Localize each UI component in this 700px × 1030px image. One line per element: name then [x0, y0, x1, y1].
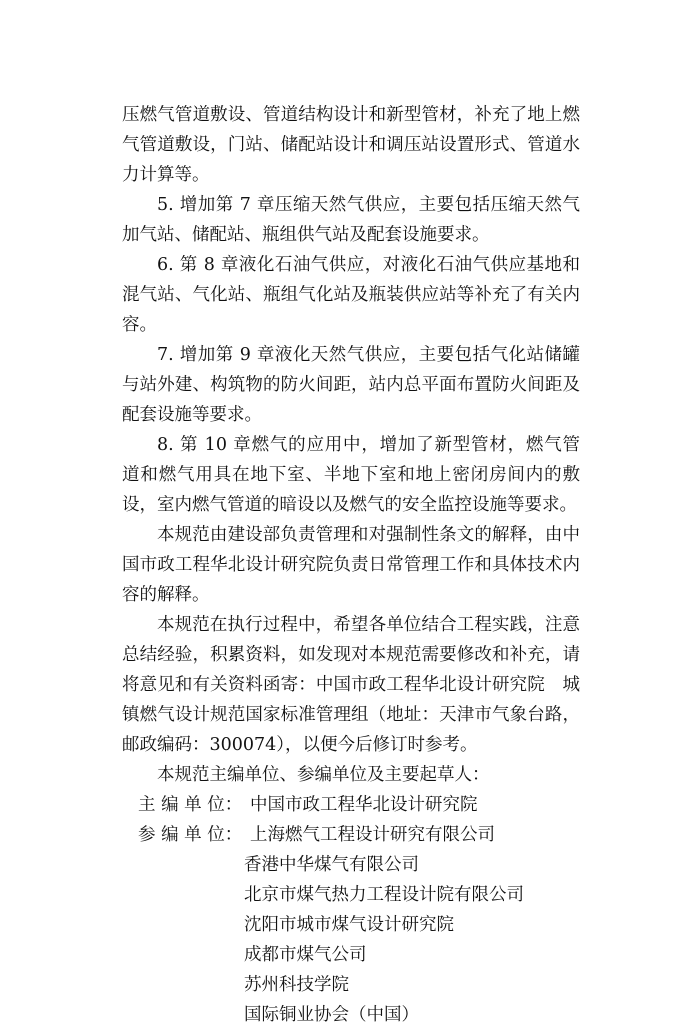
paragraph-item-8: 8. 第 10 章燃气的应用中，增加了新型管材，燃气管道和燃气用具在地下室、半地下室和地上密闭房间内的敷设，室内燃气管道的暗设以及燃气的安全监控设施等要求。 [122, 435, 580, 515]
paragraph-pipeline-design: 压燃气管道敷设、管道结构设计和新型管材，补充了地上燃气管道敷设，门站、储配站设计和调压站设置形式、管道水力计算等。 [122, 105, 580, 185]
participating-unit-name: 苏州科技学院 [244, 975, 349, 995]
participating-unit-name: 上海燃气工程设计研究有限公司 [250, 825, 495, 845]
paragraph-units-intro: 本规范主编单位、参编单位及主要起草人： [157, 765, 490, 785]
participating-unit-name: 沈阳市城市煤气设计研究院 [244, 915, 454, 935]
chief-unit-label: 主 编 单 位： [138, 795, 243, 815]
paragraph-item-7: 7. 增加第 9 章液化天然气供应，主要包括气化站储罐与站外建、构筑物的防火间距，站内总平面布置防火间距及配套设施等要求。 [122, 345, 580, 425]
participating-unit-name: 香港中华煤气有限公司 [244, 855, 419, 875]
participating-unit-list [122, 850, 580, 1030]
participating-unit-label: 参 编 单 位： [138, 825, 243, 845]
participating-unit-name: 国际铜业协会（中国） [244, 1005, 419, 1025]
chief-unit-name: 中国市政工程华北设计研究院 [250, 795, 478, 815]
participating-unit-name: 北京市煤气热力工程设计院有限公司 [244, 885, 524, 905]
participating-unit-name: 成都市煤气公司 [244, 945, 367, 965]
participating-unit-row [122, 820, 580, 850]
document-body [122, 100, 580, 1030]
paragraph-feedback: 本规范在执行过程中，希望各单位结合工程实践，注意总结经验，积累资料，如发现对本规范需要修改和补充，请将意见和有关资料函寄：中国市政工程华北设计研究院 城镇燃气设计规范国家标准管理组（地址：天津市气象台路，邮政编码：300074），以便今后修订时参考。 [122, 615, 580, 755]
paragraph-item-6: 6. 第 8 章液化石油气供应，对液化石油气供应基地和混气站、气化站、瓶组气化站及瓶装供应站等补充了有关内容。 [122, 255, 580, 335]
chief-unit-row [122, 790, 580, 820]
paragraph-management: 本规范由建设部负责管理和对强制性条文的解释，由中国市政工程华北设计研究院负责日常管理工作和具体技术内容的解释。 [122, 525, 580, 605]
paragraph-item-5: 5. 增加第 7 章压缩天然气供应，主要包括压缩天然气加气站、储配站、瓶组供气站及配套设施要求。 [122, 195, 580, 245]
